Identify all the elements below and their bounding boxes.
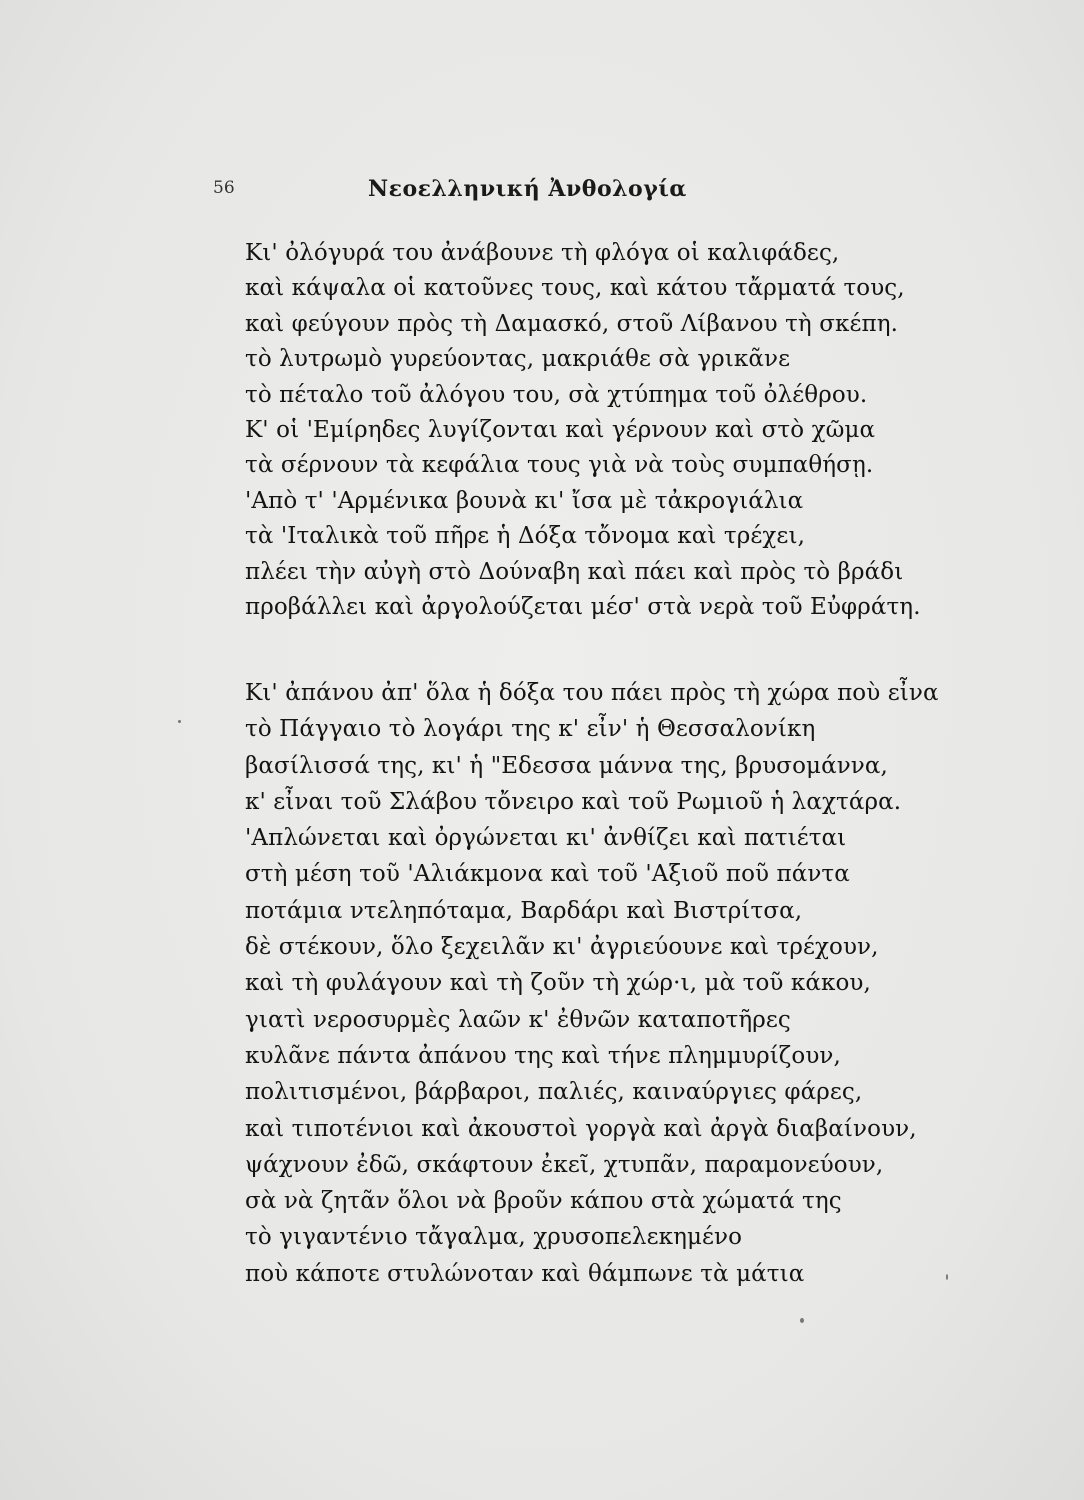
verse-line: Κι' ἀπάνου ἀπ' ὅλα ἡ δόξα του πάει πρὸς τὴ χώρα ποὺ εἶνα [245,680,939,706]
verse-line: βασίλισσά της, κι' ἡ "Εδεσσα μάννα της, βρυσομάννα, [245,752,888,779]
verse-line: καὶ φεύγουν πρὸς τὴ Δαμασκό, στοῦ Λίβανου τὴ σκέπη. [245,310,899,337]
verse-line: 'Απὸ τ' 'Αρμένικα βουνὰ κι' ἴσα μὲ τἀκρογιάλια [245,487,804,514]
verse-line: καὶ τιποτένιοι καὶ ἀκουστοὶ γοργὰ καὶ ἀργὰ διαβαίνουν, [245,1115,917,1142]
verse-line: κ' εἶναι τοῦ Σλάβου τὄνειρο καὶ τοῦ Ρωμιοῦ ἡ λαχτάρα. [245,788,902,815]
verse-line: προβάλλει καὶ ἀργολούζεται μέσ' στὰ νερὰ τοῦ Εὐφράτη. [245,593,921,620]
verse-line: πολιτισμένοι, βάρβαροι, παλιές, καιναύργιες φάρες, [245,1079,863,1106]
verse-line: ποὺ κάποτε στυλώνοταν καὶ θάμπωνε τὰ μάτια [245,1260,805,1287]
verse-line: ψάχνουν ἐδῶ, σκάφτουν ἐκεῖ, χτυπᾶν, παραμονεύουν, [245,1151,884,1178]
verse-line: τὸ Πάγγαιο τὸ λογάρι της κ' εἶν' ἡ Θεσσαλονίκη [245,716,816,743]
verse-line: γιατὶ νεροσυρμὲς λαῶν κ' ἐθνῶν καταποτῆρες [245,1006,791,1033]
verse-line: δὲ στέκουν, ὅλο ξεχειλᾶν κι' ἀγριεύουνε καὶ τρέχουν, [245,934,879,961]
stanza-1 [245,236,921,625]
running-head-title: Νεοελληνική Ἀνθολογία [368,176,687,202]
verse-line: κυλᾶνε πάντα ἀπάνου της καὶ τήνε πλημμυρίζουν, [245,1042,841,1069]
paper-speck [800,1318,804,1323]
verse-line: τὸ γιγαντένιο τἄγαλμα, χρυσοπελεκημένο [245,1224,743,1251]
verse-line: τὰ σέρνουν τὰ κεφάλια τους γιὰ νὰ τοὺς συμπαθήσῃ. [245,452,874,479]
verse-line: πλέει τὴν αὐγὴ στὸ Δούναβη καὶ πάει καὶ πρὸς τὸ βράδι [245,558,904,585]
verse-line: τὰ 'Ιταλικὰ τοῦ πῆρε ἡ Δόξα τὄνομα καὶ τρέχει, [245,523,805,550]
verse-line: 'Απλώνεται καὶ ὀργώνεται κι' ἀνθίζει καὶ πατιέται [245,825,847,852]
verse-line: ποτάμια ντεληπόταμα, Βαρδάρι καὶ Βιστρίτσα, [245,897,803,924]
verse-line: τὸ πέταλο τοῦ ἀλόγου του, σὰ χτύπημα τοῦ ὀλέθρου. [245,381,868,408]
verse-line: καὶ τὴ φυλάγουν καὶ τὴ ζοῦν τὴ χώρ·ι, μὰ τοῦ κάκου, [245,970,871,997]
verse-line: σὰ νὰ ζητᾶν ὅλοι νὰ βροῦν κάπου στὰ χώματά της [245,1188,842,1215]
paper-speck [946,1274,948,1280]
verse-line: τὸ λυτρωμὸ γυρεύοντας, μακριάθε σὰ γρικᾶνε [245,346,791,373]
verse-line: Κι' ὀλόγυρά του ἀνάβουνε τὴ φλόγα οἱ καλιφάδες, [245,240,840,266]
verse-line: καὶ κάψαλα οἱ κατοῦνες τους, καὶ κάτου τἄρματά τους, [245,275,905,302]
page-number: 56 [213,178,235,198]
stanza-2 [245,675,939,1292]
verse-line: στὴ μέση τοῦ 'Αλιάκμονα καὶ τοῦ 'Αξιοῦ ποῦ πάντα [245,861,850,888]
verse-line: Κ' οἱ 'Εμίρηδες λυγίζονται καὶ γέρνουν καὶ στὸ χῶμα [245,416,876,443]
paper-speck [178,720,181,723]
